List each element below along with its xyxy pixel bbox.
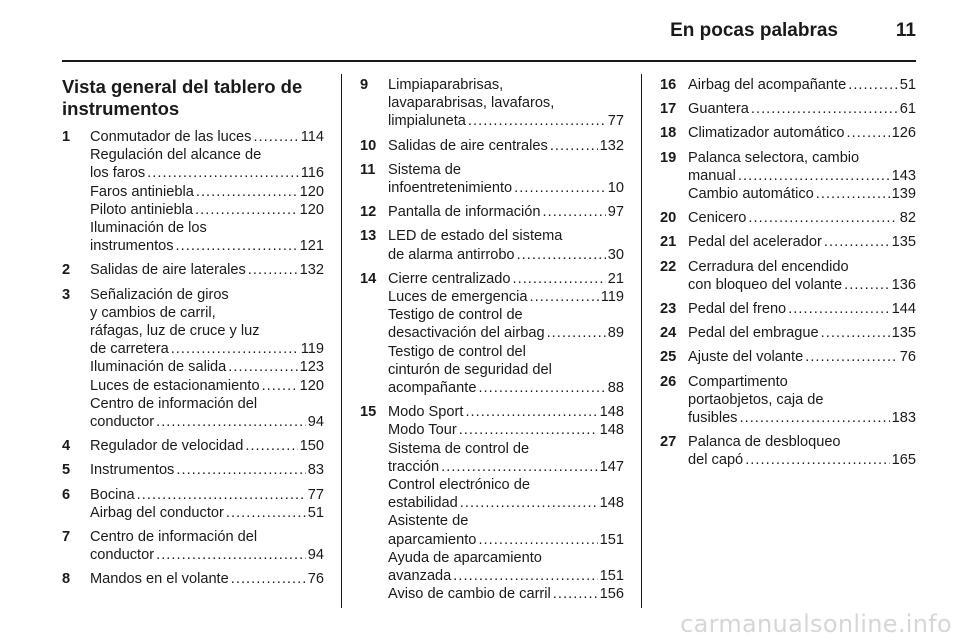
entry-number: 11 — [360, 161, 376, 178]
entry-label: Mandos en el volante — [90, 571, 229, 588]
entry-label: infoentretenimiento — [388, 180, 513, 197]
entry-label: Faros antiniebla — [90, 183, 194, 200]
entry-number: 19 — [660, 149, 677, 166]
index-entry — [660, 233, 916, 251]
entry-line — [388, 567, 624, 585]
index-entry — [660, 300, 916, 318]
dot-leader — [171, 340, 299, 358]
entry-line — [388, 306, 624, 324]
entry-line — [688, 300, 916, 318]
dot-leader — [176, 237, 298, 255]
dot-leader — [468, 112, 606, 130]
entry-line — [688, 348, 916, 366]
entry-label: Climatizador automático — [688, 125, 845, 142]
index-entry — [62, 461, 324, 479]
entry-line — [90, 504, 324, 522]
dot-leader — [478, 531, 597, 549]
entry-line — [388, 76, 624, 94]
entry-line — [388, 531, 624, 549]
index-entry — [660, 124, 916, 142]
entry-line — [388, 458, 624, 476]
dot-leader — [512, 270, 605, 288]
index-entry — [660, 100, 916, 118]
entry-line — [688, 124, 916, 142]
page-number: 11 — [895, 20, 916, 41]
entry-page-number: 76 — [899, 349, 916, 366]
entry-line — [688, 409, 916, 427]
entry-page-number: 21 — [607, 270, 624, 287]
entry-number: 9 — [360, 77, 369, 93]
entry-label: Control electrónico de — [388, 477, 530, 494]
entry-line — [388, 476, 624, 494]
entry-number: 21 — [660, 234, 677, 251]
entry-label: Ajuste del volante — [688, 349, 804, 366]
entry-line — [688, 391, 916, 409]
entry-label: cinturón de seguridad del — [388, 361, 552, 378]
entry-line — [90, 358, 324, 376]
entry-page-number: 89 — [607, 325, 624, 342]
entry-page-number: 30 — [607, 246, 624, 263]
entry-line — [90, 146, 324, 164]
entry-line — [688, 209, 916, 227]
dot-leader — [821, 324, 890, 342]
column-3 — [660, 76, 916, 476]
column-divider-1 — [341, 74, 342, 608]
index-entry — [660, 324, 916, 342]
entry-line — [90, 437, 324, 455]
entry-page-number: 94 — [307, 414, 324, 431]
dot-leader — [745, 451, 889, 469]
entry-page-number: 143 — [891, 167, 916, 184]
entry-line — [688, 76, 916, 94]
entry-page-number: 123 — [299, 359, 324, 376]
entry-label: Pedal del embrague — [688, 325, 819, 342]
entry-label: de alarma antirrobo — [388, 246, 515, 263]
entry-page-number: 135 — [891, 325, 916, 342]
index-entry — [360, 227, 624, 263]
entry-label: conductor — [90, 547, 155, 564]
entry-label: Airbag del conductor — [90, 504, 224, 521]
dot-leader — [465, 403, 597, 421]
dot-leader — [543, 203, 606, 221]
entry-page-number: 83 — [307, 462, 324, 479]
entry-label: estabilidad — [388, 495, 458, 512]
entry-line — [688, 324, 916, 342]
entry-number: 15 — [360, 404, 377, 421]
dot-leader — [137, 486, 306, 504]
entry-label: Señalización de giros — [90, 286, 229, 303]
index-entry — [360, 161, 624, 197]
entry-number: 13 — [360, 228, 377, 245]
entry-label: Pantalla de información — [388, 204, 541, 221]
index-entry — [660, 348, 916, 366]
entry-label: Modo Tour — [388, 422, 457, 439]
entry-label: Modo Sport — [388, 404, 464, 421]
dot-leader — [176, 461, 305, 479]
entry-line — [388, 379, 624, 397]
entry-page-number: 61 — [899, 101, 916, 118]
dot-leader — [788, 300, 889, 318]
entry-label: Luces de emergencia — [388, 289, 528, 306]
entry-line — [388, 494, 624, 512]
entry-label: Airbag del acompañante — [688, 77, 847, 93]
entry-page-number: 165 — [891, 452, 916, 469]
entry-number: 18 — [660, 125, 677, 142]
index-entry — [62, 437, 324, 455]
entry-line — [90, 461, 324, 479]
entry-line — [90, 261, 324, 279]
dot-leader — [848, 76, 898, 94]
dot-leader — [228, 358, 297, 376]
entry-line — [388, 112, 624, 130]
entry-page-number: 77 — [607, 113, 624, 130]
dot-leader — [196, 183, 298, 201]
entry-label: Aviso de cambio de carril — [388, 586, 551, 603]
dot-leader — [478, 379, 605, 397]
entry-label: Testigo de control de — [388, 307, 523, 324]
column-2 — [360, 76, 624, 609]
dot-leader — [805, 348, 898, 366]
entry-page-number: 82 — [899, 210, 916, 227]
dot-leader — [459, 421, 598, 439]
dot-leader — [262, 377, 298, 395]
entry-line — [388, 403, 624, 421]
entry-line — [90, 164, 324, 182]
entry-number: 8 — [62, 571, 71, 588]
column-divider-2 — [641, 74, 642, 608]
entry-number: 27 — [660, 434, 677, 451]
entry-line — [388, 440, 624, 458]
entry-number: 22 — [660, 258, 677, 275]
entry-line — [688, 149, 916, 167]
entry-line — [90, 528, 324, 546]
entry-line — [388, 161, 624, 179]
entry-label: instrumentos — [90, 238, 174, 255]
index-entry — [360, 403, 624, 603]
entry-label: Luces de estacionamiento — [90, 377, 260, 394]
dot-leader — [739, 409, 889, 427]
entry-line — [90, 570, 324, 588]
entry-line — [388, 512, 624, 530]
entry-page-number: 144 — [891, 301, 916, 318]
dot-leader — [547, 324, 606, 342]
index-entry — [360, 76, 624, 131]
entry-page-number: 51 — [899, 77, 916, 93]
column-1 — [62, 76, 324, 595]
header-rule — [62, 60, 916, 62]
entry-label: desactivación del airbag — [388, 325, 545, 342]
entry-label: tracción — [388, 458, 440, 475]
entry-label: Iluminación de salida — [90, 359, 227, 376]
entry-page-number: 139 — [891, 186, 916, 203]
entry-page-number: 150 — [299, 438, 324, 455]
index-entry — [660, 373, 916, 428]
watermark-text: carmanualsonline.info — [680, 610, 952, 638]
entry-page-number: 148 — [599, 422, 624, 439]
index-entry — [660, 258, 916, 294]
entry-label: con bloqueo del volante — [688, 276, 843, 293]
entry-number: 2 — [62, 262, 71, 279]
entry-page-number: 114 — [300, 129, 324, 145]
entry-line — [388, 227, 624, 245]
entry-line — [388, 585, 624, 603]
entry-label: Palanca de desbloqueo — [688, 434, 841, 451]
entry-page-number: 120 — [299, 201, 324, 218]
entry-line — [90, 377, 324, 395]
entry-page-number: 148 — [599, 404, 624, 421]
entry-label: fusibles — [688, 410, 738, 427]
entry-number: 25 — [660, 349, 677, 366]
entry-label: Cierre centralizado — [388, 270, 511, 287]
entry-label: y cambios de carril, — [90, 304, 216, 321]
entry-label: portaobjetos, caja de — [688, 391, 824, 408]
entry-line — [90, 546, 324, 564]
dot-leader — [156, 413, 306, 431]
entry-number: 12 — [360, 204, 377, 221]
entry-page-number: 76 — [307, 571, 324, 588]
entry-page-number: 119 — [300, 341, 324, 358]
entry-number: 5 — [62, 462, 71, 479]
entry-label: Salidas de aire laterales — [90, 262, 246, 279]
entry-page-number: 132 — [599, 137, 624, 154]
entry-line — [388, 288, 624, 306]
entry-number: 26 — [660, 373, 677, 390]
entry-page-number: 136 — [891, 276, 916, 293]
entry-line — [90, 201, 324, 219]
dot-leader — [453, 567, 597, 585]
entry-line — [90, 183, 324, 201]
entry-line — [90, 413, 324, 431]
entry-label: Conmutador de las luces — [90, 129, 252, 145]
entry-number: 17 — [660, 101, 677, 118]
page-title: En pocas palabras — [670, 20, 838, 41]
index-entry — [62, 261, 324, 279]
entry-line — [90, 340, 324, 358]
entry-line — [688, 433, 916, 451]
entry-number: 23 — [660, 301, 677, 318]
entry-label: Centro de información del — [90, 395, 258, 412]
index-entry — [660, 433, 916, 469]
dot-leader — [517, 246, 606, 264]
dot-leader — [195, 201, 298, 219]
dot-leader — [226, 504, 306, 522]
section-title: Vista general del tablero de instrumentos — [62, 76, 303, 119]
entry-line — [388, 421, 624, 439]
entry-page-number: 151 — [599, 568, 624, 585]
entry-label: Asistente de — [388, 513, 469, 530]
dot-leader — [253, 128, 298, 146]
dot-leader — [844, 276, 889, 294]
entry-label: Cenicero — [688, 210, 747, 227]
entry-label: Pedal del freno — [688, 301, 787, 318]
entry-line — [688, 451, 916, 469]
entry-label: avanzada — [388, 568, 452, 585]
entry-page-number: 135 — [891, 234, 916, 251]
dot-leader — [847, 124, 890, 142]
entry-label: Regulación del alcance de — [90, 147, 262, 164]
entry-label: Cambio automático — [688, 186, 814, 203]
entry-label: aparcamiento — [388, 531, 477, 548]
entry-page-number: 147 — [599, 458, 624, 475]
entry-label: Testigo de control del — [388, 343, 526, 360]
entry-label: Limpiaparabrisas, — [388, 77, 504, 93]
entry-label: Sistema de — [388, 161, 462, 178]
dot-leader — [530, 288, 599, 306]
dot-leader — [816, 185, 890, 203]
dot-leader — [231, 570, 306, 588]
entry-number: 1 — [62, 129, 71, 145]
entry-label: Cerradura del encendido — [688, 258, 849, 275]
entry-page-number: 10 — [607, 180, 624, 197]
entry-number: 14 — [360, 270, 377, 287]
entry-label: Pedal del acelerador — [688, 234, 822, 251]
dot-leader — [514, 179, 606, 197]
dot-leader — [553, 585, 598, 603]
index-entry — [360, 270, 624, 397]
entry-label: Bocina — [90, 486, 135, 503]
entry-line — [388, 94, 624, 112]
entry-page-number: 94 — [307, 547, 324, 564]
entry-label: lavaparabrisas, lavafaros, — [388, 95, 555, 112]
entry-number: 10 — [360, 137, 377, 154]
entry-page-number: 88 — [607, 380, 624, 397]
entry-line — [388, 361, 624, 379]
index-entry — [62, 528, 324, 564]
entry-number: 20 — [660, 210, 677, 227]
entry-label: de carretera — [90, 341, 169, 358]
entry-number: 6 — [62, 486, 71, 503]
entry-page-number: 77 — [307, 486, 324, 503]
entry-line — [90, 395, 324, 413]
entry-line — [388, 324, 624, 342]
dot-leader — [441, 458, 598, 476]
dot-leader — [751, 100, 898, 118]
index-entry — [360, 203, 624, 221]
entry-line — [90, 304, 324, 322]
entry-line — [688, 185, 916, 203]
index-entry — [660, 209, 916, 227]
entry-label: Compartimento — [688, 373, 788, 390]
dot-leader — [245, 437, 297, 455]
dot-leader — [147, 164, 299, 182]
entry-page-number: 119 — [600, 289, 624, 306]
entry-number: 4 — [62, 438, 71, 455]
entry-label: conductor — [90, 414, 155, 431]
dot-leader — [550, 137, 598, 155]
index-entry — [660, 76, 916, 94]
entry-line — [388, 343, 624, 361]
index-entry — [62, 486, 324, 522]
dot-leader — [824, 233, 890, 251]
entry-line — [388, 179, 624, 197]
entry-line — [90, 219, 324, 237]
index-entry — [360, 137, 624, 155]
entry-line — [90, 128, 324, 146]
entry-label: ráfagas, luz de cruce y luz — [90, 323, 260, 340]
entry-label: manual — [688, 167, 736, 184]
entry-label: Guantera — [688, 101, 749, 118]
entry-page-number: 126 — [891, 125, 916, 142]
entry-label: Ayuda de aparcamiento — [388, 549, 542, 566]
entry-page-number: 156 — [599, 586, 624, 603]
entry-line — [688, 100, 916, 118]
entry-page-number: 51 — [307, 504, 324, 521]
entry-line — [688, 276, 916, 294]
entry-label: Centro de información del — [90, 529, 258, 546]
entry-line — [90, 286, 324, 304]
entry-line — [388, 549, 624, 567]
entry-label: Sistema de control de — [388, 440, 530, 457]
entry-number: 16 — [660, 77, 677, 93]
entry-line — [90, 486, 324, 504]
entry-page-number: 116 — [300, 165, 324, 182]
entry-label: LED de estado del sistema — [388, 228, 563, 245]
entry-label: Iluminación de los — [90, 220, 207, 237]
entry-label: los faros — [90, 165, 146, 182]
entry-page-number: 121 — [299, 238, 324, 255]
entry-line — [688, 258, 916, 276]
index-entry — [660, 149, 916, 204]
index-entry — [62, 128, 324, 255]
dot-leader — [156, 546, 306, 564]
entry-page-number: 97 — [607, 204, 624, 221]
entry-page-number: 151 — [599, 531, 624, 548]
entry-label: acompañante — [388, 380, 477, 397]
dot-leader — [748, 209, 897, 227]
entry-label: del capó — [688, 452, 744, 469]
entry-label: limpialuneta — [388, 113, 466, 130]
entry-line — [688, 233, 916, 251]
dot-leader — [738, 167, 890, 185]
entry-line — [688, 373, 916, 391]
entry-page-number: 120 — [299, 377, 324, 394]
entry-line — [90, 237, 324, 255]
entry-label: Salidas de aire centrales — [388, 137, 548, 154]
index-entry — [62, 570, 324, 588]
entry-line — [90, 322, 324, 340]
index-entry — [62, 286, 324, 432]
entry-line — [388, 270, 624, 288]
entry-label: Piloto antiniebla — [90, 201, 194, 218]
entry-number: 24 — [660, 325, 677, 342]
entry-line — [388, 137, 624, 155]
entry-line — [688, 167, 916, 185]
entry-page-number: 183 — [891, 410, 916, 427]
entry-line — [388, 246, 624, 264]
entry-page-number: 148 — [599, 495, 624, 512]
entry-label: Palanca selectora, cambio — [688, 149, 860, 166]
dot-leader — [460, 494, 598, 512]
entry-line — [388, 203, 624, 221]
entry-label: Regulador de velocidad — [90, 438, 244, 455]
entry-page-number: 120 — [299, 183, 324, 200]
entry-number: 7 — [62, 529, 71, 546]
dot-leader — [248, 261, 298, 279]
entry-label: Instrumentos — [90, 462, 175, 479]
entry-number: 3 — [62, 286, 71, 303]
entry-page-number: 132 — [299, 262, 324, 279]
